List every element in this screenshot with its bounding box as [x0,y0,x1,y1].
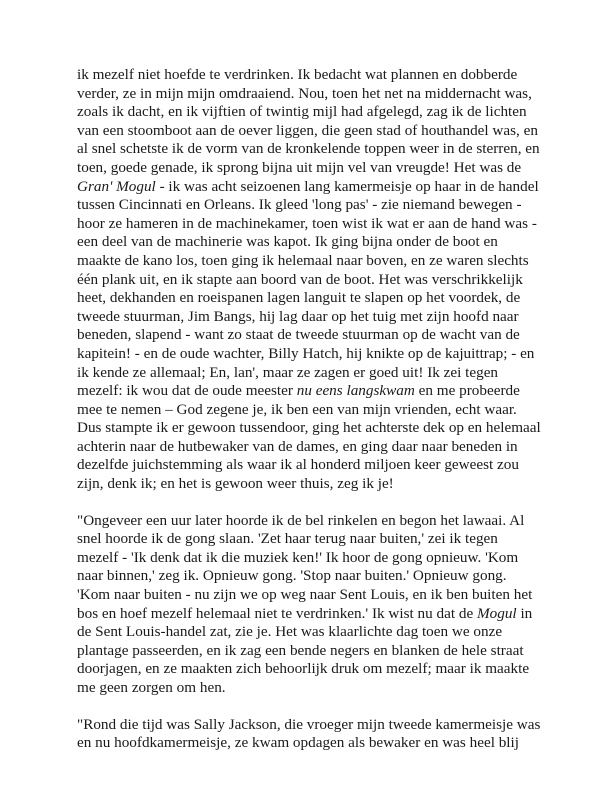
text-line [77,364,537,383]
text-line [77,215,537,234]
text-run: bos en hoef mezelf helemaal niet te verdrinken.' Ik wist nu dat de [77,604,477,622]
text-run: zijn, denk ik; en het is gewoon weer thuis, zeg ik je! [77,475,394,493]
text-line [77,660,537,679]
text-run: Dus stampte ik er gewoon tussendoor, ging het achterste dek op en helemaal [77,419,541,437]
text-line [77,419,541,438]
italic-text: Gran' Mogul [77,177,156,195]
text-run: ik mezelf niet hoefde te verdrinken. Ik bedacht wat plannen en dobberde [77,66,518,83]
text-line [77,382,537,401]
text-line [77,103,537,122]
text-run: in [516,604,533,622]
text-line [77,196,537,215]
text-run: en nu hoofdkamermeisje, ze kwam opdagen als bewaker en was heel blij [77,734,519,752]
text-line [77,734,537,753]
text-run: mezelf: ik wou dat de oude meester [77,382,297,400]
text-line [77,456,537,475]
text-run: doorjagen, en ze maakten zich behoorlijk druk om mezelf; maar ik maakte [77,660,530,678]
text-run: toen, goede genade, ik sprong bijna uit mijn vel van vreugde! Het was de [77,158,522,176]
text-line [77,642,537,661]
text-run: - ik was acht seizoenen lang kamermeisje op haar in de handel [155,177,539,195]
text-run: plantage passeerden, en ik zag een bende negers en blanken de hele straat [77,641,524,659]
text-line [77,159,537,178]
text-line [77,512,537,531]
text-line [77,122,537,141]
text-line [77,715,541,735]
text-line [77,308,537,327]
text-line [77,271,537,290]
text-run: al snel schetste ik de vorm van de kronkelende toppen weer in de sterren, en [77,140,540,158]
text-line [77,178,537,197]
text-line [77,252,537,271]
text-line [77,66,537,85]
text-line [77,567,537,586]
italic-text: nu eens langskwam [296,382,415,400]
text-line [77,530,537,549]
text-run: achterin naar de hutbewaker van de dames, en ging daar naar beneden in [77,437,518,455]
text-line [77,326,537,345]
text-run: me geen zorgen om hen. [77,679,226,696]
paragraph [77,512,537,698]
text-line [77,679,537,698]
text-line [77,438,537,457]
text-run: de Sent Louis-handel zat, zie je. Het was klaarlichte dag toen we onze [77,623,503,641]
text-run: snel hoorde ik de gong slaan. 'Zet haar terug naar buiten,' zei ik tegen [77,530,498,548]
text-run: 'Kom naar buiten - nu zijn we op weg naar Sent Louis, en ik ben buiten het [77,586,533,604]
text-run: ik kende ze allemaal; En, lan', maar ze zagen er goed uit! Ik zei tegen [77,363,499,381]
text-run: dezelfde juichstemming als waar ik al honderd miljoen keer geweest zou [77,456,519,474]
text-line [77,345,537,364]
text-run: beneden, slapend - want zo staat de tweede stuurman op de wacht van de [77,326,520,344]
text-run: verder, ze in mijn mijn omdraaiend. Nou, toen het net na middernacht was, [77,84,532,102]
paragraph [77,66,541,494]
text-run: "Ongeveer een uur later hoorde ik de bel rinkelen en begon het lawaai. Al [77,511,525,529]
text-run: en me probeerde [414,382,520,400]
text-line [77,623,537,642]
text-run: naar binnen,' zeg ik. Opnieuw gong. 'Stop naar buiten.' Opnieuw gong. [77,567,507,585]
text-line [77,586,537,605]
text-line [77,85,537,104]
text-line [77,140,540,159]
text-run: tweede stuurman, Jim Bangs, hij lag daar op het tuig met zijn hoofd naar [77,307,519,325]
text-run: van een stoomboot aan de oever liggen, die geen stad of houthandel was, en [77,121,538,139]
text-line [77,475,537,494]
text-run: tussen Cincinnati en Orleans. Ik gleed 'long pas' - zie niemand bewegen - [77,196,522,214]
text-run: maakte de kano los, toen ging ik helemaal naar boven, en ze waren slechts [77,251,529,269]
text-run: zoals ik dacht, en ik vijftien of twintig mijl had afgelegd, zag ik de lichten [77,103,527,121]
page-body [77,66,541,771]
text-run: mezelf - 'Ik denk dat ik die muziek ken!' Ik hoor de gong opnieuw. 'Kom [77,548,519,566]
text-run: "Rond die tijd was Sally Jackson, die vroeger mijn tweede kamermeisje was [77,715,541,733]
text-line [77,289,537,308]
text-run: kapitein! - en de oude wachter, Billy Hatch, hij knikte op de kajuittrap; - en [77,344,535,362]
text-run: één plank uit, en ik stapte aan boord van de boot. Het was verschrikkelijk [77,270,523,288]
italic-text: Mogul [477,604,517,622]
text-run: hoor ze hameren in de machinekamer, toen wist ik wat er aan de hand was - [77,214,537,232]
paragraph [77,715,541,753]
text-line [77,233,537,252]
text-line [77,605,537,624]
text-run: mee te nemen – God zegene je, ik ben een van mijn vrienden, echt waar. [77,400,517,418]
text-run: een deel van de machinerie was kapot. Ik ging bijna onder de boot en [77,233,498,251]
text-run: heet, dekhanden en roeispanen lagen languit te slapen op het voordek, de [77,289,521,307]
text-line [77,549,537,568]
text-line [77,401,537,420]
